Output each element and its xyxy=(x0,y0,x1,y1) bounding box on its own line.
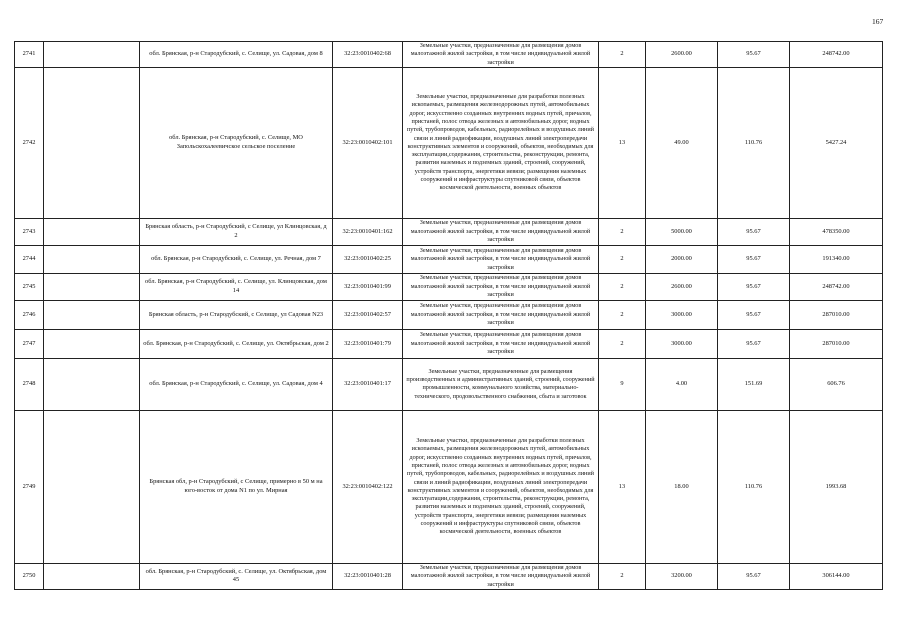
row-group: 2 xyxy=(599,563,646,589)
row-spacer xyxy=(44,218,140,245)
row-group: 13 xyxy=(599,410,646,563)
row-address: обл. Брянская, р-н Стародубский, с. Селище, ул. Октябрьская, дом 45 xyxy=(140,563,333,589)
row-rate: 110.76 xyxy=(718,410,790,563)
row-cadastral-number: 32:23:0010402:68 xyxy=(333,42,403,68)
row-spacer xyxy=(44,410,140,563)
row-land-purpose: Земельные участки, предназначенные для разработки полезных ископаемых, размещения железнодорожных путей, автомобильных дорог, искусственно созданных внутренних водных путей, причалов, пристаней, полос отвода железных и автомобильных дорог, водных путей, трубопроводов, кабельных, радиорелейных и воздушных линий связи и линий радиофикации, воздушных линий электропередачи конструктивных элементов и сооружений, объектов, необходимых для эксплуатации,содержания, строительства, реконструкции, ремонта, развития наземных и подземных зданий, строений, сооружений, устройств транспорта, энергетики иевязи; размещения наземных сооружений и инфраструктуры спутниковой связи, объектов космической деятельности, военных объектов xyxy=(403,410,599,563)
row-cadastral-value: 248742.00 xyxy=(790,42,883,68)
row-cadastral-number: 32:23:0010401:99 xyxy=(333,273,403,300)
table-row xyxy=(15,358,883,410)
row-rate: 95.67 xyxy=(718,329,790,358)
row-number: 2749 xyxy=(15,410,44,563)
row-land-purpose: Земельные участки, предназначенные для размещения домов малоэтажной жилой застройки, в том числе индивидуальной жилой застройки xyxy=(403,329,599,358)
row-group: 9 xyxy=(599,358,646,410)
row-cadastral-value: 1993.68 xyxy=(790,410,883,563)
row-cadastral-value: 191340.00 xyxy=(790,245,883,273)
row-number: 2745 xyxy=(15,273,44,300)
row-rate: 95.67 xyxy=(718,563,790,589)
row-group: 2 xyxy=(599,42,646,68)
row-spacer xyxy=(44,67,140,218)
row-spacer xyxy=(44,358,140,410)
row-area: 3200.00 xyxy=(646,563,718,589)
table-row xyxy=(15,67,883,218)
row-spacer xyxy=(44,273,140,300)
row-rate: 95.67 xyxy=(718,273,790,300)
row-land-purpose: Земельные участки, предназначенные для размещения производственных и административных зданий, строений, сооружений промышленности, коммунального хозяйства, материально-технического, продовольственного снабжения, сбыта и заготовок xyxy=(403,358,599,410)
row-land-purpose: Земельные участки, предназначенные для размещения домов малоэтажной жилой застройки, в том числе индивидуальной жилой застройки xyxy=(403,42,599,68)
row-area: 4.00 xyxy=(646,358,718,410)
table-row xyxy=(15,42,883,68)
row-spacer xyxy=(44,329,140,358)
row-cadastral-number: 32:23:0010402:57 xyxy=(333,300,403,329)
row-rate: 95.67 xyxy=(718,245,790,273)
row-area: 3000.00 xyxy=(646,329,718,358)
row-address: обл. Брянская, р-н Стародубский, с. Селище, ул. Клинцовская, дом 14 xyxy=(140,273,333,300)
row-rate: 110.76 xyxy=(718,67,790,218)
row-address: Брянская область, р-н Стародубский, с Селище, ул Клинцовская, д 2 xyxy=(140,218,333,245)
row-area: 5000.00 xyxy=(646,218,718,245)
row-address: обл. Брянская, р-н Стародубский, с. Селище, ул. Октябрьская, дом 2 xyxy=(140,329,333,358)
row-cadastral-value: 287010.00 xyxy=(790,300,883,329)
row-spacer xyxy=(44,245,140,273)
row-group: 13 xyxy=(599,67,646,218)
row-number: 2746 xyxy=(15,300,44,329)
row-area: 2000.00 xyxy=(646,245,718,273)
row-cadastral-value: 248742.00 xyxy=(790,273,883,300)
row-cadastral-number: 32:23:0010401:17 xyxy=(333,358,403,410)
row-cadastral-number: 32:23:0010402:122 xyxy=(333,410,403,563)
row-address: обл. Брянская, р-н Стародубский, с. Селище, МО Запольскохалеевичское сельское поселение xyxy=(140,67,333,218)
row-rate: 151.69 xyxy=(718,358,790,410)
row-cadastral-number: 32:23:0010401:162 xyxy=(333,218,403,245)
row-spacer xyxy=(44,42,140,68)
row-area: 2600.00 xyxy=(646,42,718,68)
row-number: 2744 xyxy=(15,245,44,273)
row-address: обл. Брянская, р-н Стародубский, с. Селище, ул. Речная, дом 7 xyxy=(140,245,333,273)
row-number: 2743 xyxy=(15,218,44,245)
row-address: Брянская область, р-н Стародубский, с Селище, ул Садовая N23 xyxy=(140,300,333,329)
row-land-purpose: Земельные участки, предназначенные для размещения домов малоэтажной жилой застройки, в том числе индивидуальной жилой застройки xyxy=(403,300,599,329)
row-address: обл. Брянская, р-н Стародубский, с. Селище, ул. Садовая, дом 4 xyxy=(140,358,333,410)
row-address: обл. Брянская, р-н Стародубский, с. Селище, ул. Садовая, дом 8 xyxy=(140,42,333,68)
row-land-purpose: Земельные участки, предназначенные для размещения домов малоэтажной жилой застройки, в том числе индивидуальной жилой застройки xyxy=(403,563,599,589)
row-group: 2 xyxy=(599,245,646,273)
row-cadastral-number: 32:23:0010401:28 xyxy=(333,563,403,589)
row-number: 2750 xyxy=(15,563,44,589)
row-rate: 95.67 xyxy=(718,300,790,329)
row-number: 2742 xyxy=(15,67,44,218)
row-cadastral-value: 478350.00 xyxy=(790,218,883,245)
table-row xyxy=(15,245,883,273)
row-land-purpose: Земельные участки, предназначенные для размещения домов малоэтажной жилой застройки, в том числе индивидуальной жилой застройки xyxy=(403,273,599,300)
row-spacer xyxy=(44,300,140,329)
row-cadastral-number: 32:23:0010402:25 xyxy=(333,245,403,273)
row-area: 3000.00 xyxy=(646,300,718,329)
row-area: 18.00 xyxy=(646,410,718,563)
table-row xyxy=(15,218,883,245)
row-number: 2741 xyxy=(15,42,44,68)
row-group: 2 xyxy=(599,218,646,245)
table-row xyxy=(15,273,883,300)
row-land-purpose: Земельные участки, предназначенные для разработки полезных ископаемых, размещения железнодорожных путей, автомобильных дорог, искусственно созданных внутренних водных путей, причалов, пристаней, полос отвода железных и автомобильных дорог, водных путей, трубопроводов, кабельных, радиорелейных и воздушных линий связи и линий радиофикации, воздушных линий электропередачи конструктивных элементов и сооружений, объектов, необходимых для эксплуатации,содержания, строительства, реконструкции, ремонта, развития наземных и подземных зданий, строений, сооружений, устройств транспорта, энергетики иевязи; размещения наземных сооружений и инфраструктуры спутниковой связи, объектов космической деятельности, военных объектов xyxy=(403,67,599,218)
row-land-purpose: Земельные участки, предназначенные для размещения домов малоэтажной жилой застройки, в том числе индивидуальной жилой застройки xyxy=(403,245,599,273)
table-row xyxy=(15,563,883,589)
row-cadastral-number: 32:23:0010402:101 xyxy=(333,67,403,218)
row-group: 2 xyxy=(599,300,646,329)
land-registry-table xyxy=(14,41,883,590)
row-cadastral-value: 306144.00 xyxy=(790,563,883,589)
row-cadastral-value: 5427.24 xyxy=(790,67,883,218)
row-group: 2 xyxy=(599,329,646,358)
row-area: 49.00 xyxy=(646,67,718,218)
row-area: 2600.00 xyxy=(646,273,718,300)
row-spacer xyxy=(44,563,140,589)
row-number: 2747 xyxy=(15,329,44,358)
row-address: Брянская обл, р-н Стародубский, с Селище, примерно в 50 м на юго-восток от дома N1 по ул. Мирная xyxy=(140,410,333,563)
row-cadastral-number: 32:23:0010401:79 xyxy=(333,329,403,358)
row-number: 2748 xyxy=(15,358,44,410)
row-group: 2 xyxy=(599,273,646,300)
page-number: 167 xyxy=(872,17,884,26)
table-row xyxy=(15,300,883,329)
table-row xyxy=(15,410,883,563)
row-cadastral-value: 606.76 xyxy=(790,358,883,410)
table-row xyxy=(15,329,883,358)
row-rate: 95.67 xyxy=(718,42,790,68)
row-rate: 95.67 xyxy=(718,218,790,245)
row-land-purpose: Земельные участки, предназначенные для размещения домов малоэтажной жилой застройки, в том числе индивидуальной жилой застройки xyxy=(403,218,599,245)
row-cadastral-value: 287010.00 xyxy=(790,329,883,358)
